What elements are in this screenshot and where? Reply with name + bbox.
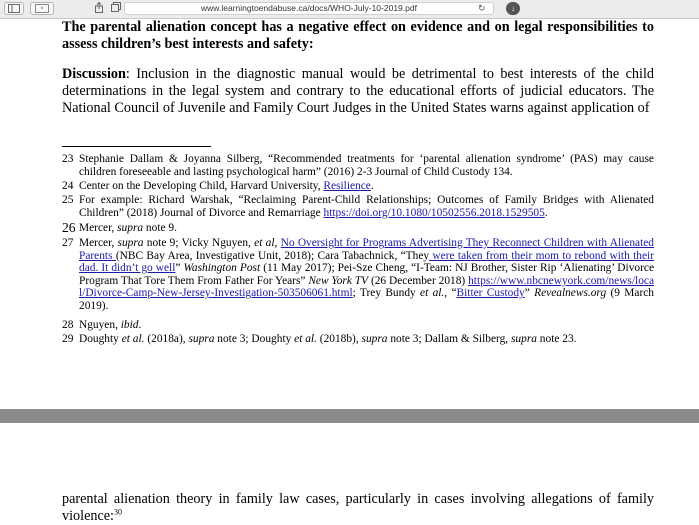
- address-bar[interactable]: [124, 2, 494, 15]
- footnote-number: 25: [62, 194, 74, 206]
- url-text: www.learningtoendabuse.ca/docs/WHO-July-10-2019.pdf: [201, 3, 417, 13]
- footnote-number: 29: [62, 333, 74, 345]
- footnote-29: [62, 333, 654, 346]
- fn29-t5: note 3; Dallam & Silberg,: [387, 333, 511, 345]
- fn27-t9: , “: [444, 287, 457, 300]
- footnote-number: 26: [62, 220, 76, 235]
- sidebar-icon[interactable]: [4, 2, 24, 15]
- bitter-custody-link[interactable]: Bitter Custody: [456, 287, 525, 300]
- pdf-next-page: [0, 423, 699, 524]
- fn27-t1: Mercer,: [79, 237, 118, 249]
- next-page-paragraph: [62, 491, 654, 525]
- fn27-e4: New York TV: [308, 274, 369, 287]
- tabs-icon[interactable]: [110, 2, 122, 15]
- fn27-t3: ,: [274, 237, 281, 249]
- section-heading: The parental alienation concept has a negative effect on evidence and on legal responsibilities to assess children’s best interests and safety:: [62, 19, 654, 52]
- footnote-text-end: .: [544, 206, 548, 219]
- footnote-text: Nguyen,: [79, 319, 121, 331]
- footnote-text: Mercer,: [79, 222, 118, 234]
- fn29-e5: supra: [511, 333, 537, 345]
- reader-icon[interactable]: [30, 2, 54, 15]
- share-icon[interactable]: [92, 2, 106, 15]
- fn27-t7: (26 December 2018): [368, 274, 469, 287]
- fn27-e2: et al: [254, 237, 275, 249]
- discussion-label: Discussion: [62, 66, 126, 82]
- fn27-t6: (11 May 2017); Pei-Sze Cheng, “I-Team: NJ Brother, Sister Rip ‘Alienating’ Divorce Program That Tore Them From Father For Years”: [79, 262, 654, 287]
- page-gap: [0, 409, 699, 423]
- tabs-icon-glyph: [111, 2, 121, 12]
- footnote-ref-30[interactable]: 30: [114, 507, 122, 517]
- fn27-e1: supra: [117, 237, 144, 249]
- footnote-separator: [62, 146, 211, 147]
- fn27-t8: ; Trey Bundy: [352, 287, 421, 300]
- fn27-t11: (9 March 2019).: [79, 287, 654, 312]
- footnote-text-end: note 9.: [143, 222, 177, 234]
- doi-link[interactable]: https://doi.org/10.1080/10502556.2018.1529505: [323, 206, 545, 219]
- resilience-link[interactable]: Resilience: [323, 180, 371, 192]
- fn29-t3: note 3; Doughty: [214, 333, 295, 345]
- footnote-text: Center on the Developing Child, Harvard University,: [79, 180, 324, 192]
- footnote-23: [62, 153, 654, 178]
- fn27-t2: note 9; Vicky Nguyen,: [143, 237, 255, 249]
- fn29-e1: et al.: [121, 333, 145, 345]
- fn29-t1: Doughty: [79, 333, 122, 345]
- fn27-t4: (NBC Bay Area, Investigative Unit, 2018); Cara Tabachnick, “They: [115, 249, 430, 262]
- fn29-e3: et al.: [294, 333, 317, 345]
- fn27-t5: ”: [175, 262, 184, 275]
- washington-post-link[interactable]: were taken from their mom to rebond with their dad. It didn’t go well: [79, 249, 654, 275]
- footnote-25: [62, 194, 654, 219]
- footnote-text: Stephanie Dallam & Joyanna Silberg, “Recommended treatments for ‘parental alienation syndrome’ (PAS) may cause children foreseeable and lasting psychological harm” (2016) 2-3 Journal of Child Custody 134.: [79, 153, 654, 178]
- footnote-number: 27: [62, 237, 74, 249]
- share-icon-glyph: [94, 2, 104, 13]
- footnote-24: [62, 180, 654, 193]
- fn29-t4: (2018b),: [316, 333, 362, 345]
- fn29-e4: supra: [361, 333, 388, 345]
- fn29-e2: supra: [188, 333, 215, 345]
- footnote-number: 28: [62, 319, 74, 331]
- fn27-t10: ”: [524, 287, 535, 300]
- footnote-number: 23: [62, 153, 74, 165]
- nbc-bay-area-link[interactable]: No Oversight for Programs Advertising They Reconnect Children with Alienated Parents: [79, 237, 654, 262]
- footnote-number: 24: [62, 180, 74, 192]
- sidebar-icon-glyph: [8, 4, 20, 13]
- fn27-e3: Washington Post: [183, 262, 261, 275]
- footnote-text-end: .: [138, 319, 142, 331]
- footnote-text-end: .: [370, 180, 374, 192]
- footnote-28: [62, 319, 654, 332]
- reload-icon[interactable]: ↻: [478, 3, 486, 13]
- star-icon: [35, 4, 49, 13]
- next-page-text: parental alienation theory in family law cases, particularly in cases involving allegations of family violence:: [62, 491, 654, 524]
- nbc-new-york-link[interactable]: https://www.nbcnewyork.com/news/local/Divorce-Camp-New-Jersey-Investigation-503506061.html: [79, 274, 654, 300]
- footnote-27: [62, 237, 654, 313]
- fn27-e6: Revealnews.org: [534, 287, 607, 300]
- footnote-italic: supra: [117, 222, 144, 234]
- footnote-26: [62, 222, 654, 235]
- discussion-paragraph: [62, 66, 654, 117]
- svg-text:*: *: [40, 6, 44, 13]
- pdf-page: [0, 19, 699, 409]
- fn29-t2: (2018a),: [144, 333, 189, 345]
- download-icon[interactable]: ↓: [506, 2, 520, 15]
- footnote-text: For example: Richard Warshak, “Reclaiming Parent-Child Relationships; Outcomes of Family Bridges with Alienated Children” (2018) Journal of Divorce and Remarriage: [79, 194, 654, 219]
- discussion-text: : Inclusion in the diagnostic manual would be detrimental to best interests of the child determinations in the legal system and contrary to the educational efforts of judicial educators. The National Council of Juvenile and Family Court Judges in the United States warns against application of: [62, 66, 654, 116]
- footnote-italic: ibid: [120, 319, 139, 331]
- browser-toolbar: [0, 0, 699, 19]
- fn27-e5: et al.: [420, 287, 445, 300]
- fn29-t6: note 23.: [536, 333, 577, 345]
